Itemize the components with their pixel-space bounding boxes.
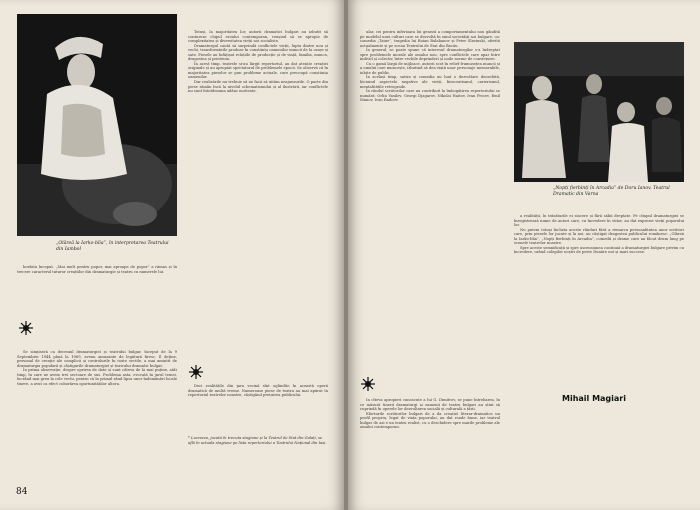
text-column-right (514, 214, 684, 389)
paragraph: În prima observație, despre oprirea de date și sunt câteva de la mai puține, atât timp, în care ne avem trei sectoare de sus. Problema asta, evocată în jurul temei, lucrând mai greu la cele vechi, pentru că în primul rând lipsa unor îndemânări locale tinere, a avut ca efect coborârea oportunităților altora. (17, 368, 177, 386)
stage-scene-figures (514, 42, 684, 182)
author-signature: Mihail Magiari (562, 394, 626, 403)
paragraph: Deci realitățile din ţara vecină sînt oglindite în această operă dramatică de multă vreme. Numeroase piese de teatru au mai apărut în repertoriul teatrelor noastre, câștigând prețuirea publicului. (188, 384, 328, 398)
footnote: * Lucrarea, jucată în trecuta stagiune și la Teatrul de Stat din Galați, se află în actuala stagiune pe lista repertoriului a Teatrului Național din Iași. (188, 436, 327, 445)
theatre-photo-right (514, 42, 684, 182)
stage-scene-figure (17, 14, 177, 236)
paragraph: Eforturile scriitorilor bulgari de a da creației literar-dramatice un profil propriu, legat de viața poporului, au dat roade bune, iar teatrul bulgar de azi e un teatru realist, cu o deschidere spre marile probleme ale omului contemporan. (360, 411, 500, 430)
paragraph: Totuși, la majoritatea lor, autorii dramatici bulgari au izbutit să contureze chipul eroului contemporan, reușind să se apropie de complexitatea și diversitatea vieții noi socialiste. (188, 30, 328, 44)
paragraph: Nu putem totuși încheia aceste rânduri fără a remarca personalitatea unor scriitori care, prin piesele lor jucate și la noi, au câștigat dragostea publicului românesc: „Olăreă la Iarko-bîia”, „Nopți fierbinți în Arcadia”, comedii și drame care au făcut drum lung pe scenele teatrelor noastre. (514, 227, 684, 246)
paragraph: Dar realizările nu trebuie să ne facă să uităm neajunsurile. O parte din piese rămân încă la nivelul schematismului și al ilustrării, iar conflictele nu sunt întotdeauna adânc motivate. (188, 80, 328, 94)
paragraph: În același timp, satira și comedia au luat o dezvoltare deosebită, biciuind aspectele negative ale vieții, birocratismul, carierismul, mentalitățile retrograde. (360, 75, 500, 89)
paragraph: Se simțiseră ca deceniul dramaturgiei și teatrului bulgar, început de la 9 Septembrie 1944 până la 1969, aveau amuzante de legătură firesc. Il deține, personal de creație ale complicii și controlurile în toate sectile, a mai amintit de dramaturgia populară și câștigurile dramaturgiei și teatrului dramatic bulgar. (17, 350, 177, 368)
photo-caption-right: „Nopți fierbinți în Arcadia” de Doru Ianov. Teatrul Dramatic din Varna (553, 186, 670, 197)
star-ornament-icon (18, 320, 34, 336)
paragraph: a realității, în trăsăturile ei sincere și fără săbii dreptate. Pe cîmpul dramaturgiei se înregistrează nume de autori care, cu încredere în viitor, au dat expresie vieții poporului lor. (514, 214, 684, 228)
paragraph: Cu o gamă largă de mijloace, autorii scot în relief frumusețea muncii și a omului care muncește, izbutind să dea viață unor personaje memorabile, iubite de public. (360, 61, 500, 75)
paragraph: În general, se poate spune că interesul dramaturgilor s-a îndreptat spre problemele morale ale omului nou, spre conflictele care apar între individ și colectiv, între vechile deprinderi și noile norme de conviețuire. (360, 48, 500, 62)
star-ornament-icon (360, 376, 376, 392)
paragraph: Dramaturgul caută să surprindă conflictele vieții, lupta dintre nou și vechi, transformările produse în conștiința oamenilor muncii de la orașe și sate. Piesele au înfățișat relațiile de producție și de viață, familia, munca, dragostea și prietenia. (188, 43, 328, 62)
paragraph: În cîteva apropieri cunoscute a lui G. Dimitrov, se pune întrebarea, în ce măsură tinerii dramaturgi și oamenii de teatru bulgari au știut să cuprindă în operele lor dezvoltarea socială și culturală a țării. (360, 398, 500, 412)
text-column-left-a (17, 265, 177, 325)
text-column-left-b (17, 350, 177, 470)
text-column-right (188, 30, 328, 360)
left-page (0, 0, 344, 510)
right-page (348, 0, 700, 510)
page-number: 84 (16, 487, 28, 497)
paragraph: ular, cei pentru inferioara lui geneză a comportamentului nou gândită pe modelul unei culturi care se dezvoltă în sinul societății noi bulgare, ca: comedia „Taine”, tragedia lui Boian Balabanov și Peter Slavinski, oferită actualmente și pe scena Teatrului de Stat din Bacău. (360, 30, 500, 48)
photo-caption-left: „Olăreă la Iarko-bîia”, în interpretarea Teatrului din Iambol (56, 241, 169, 252)
paragraph: Spre aceste semnificații și spre ascensiunea continuă a dramaturgiei bulgare privim cu încredere, urând colegilor noștri de peste Dunăre noi și mari succese. (514, 245, 684, 255)
star-ornament-icon (188, 364, 204, 380)
theatre-photo-left (17, 14, 177, 236)
text-column-left-b (360, 398, 500, 496)
paragraph: borâsta început. „Mai mult pentru popor, mai aproape de popor” a rămas și în trecere caracterul tuturor creațiilor din dramaturgie și teatru cu numerele lui. (17, 265, 177, 274)
paragraph: În rândul scriitorilor care au contribuit la îmbogățirea repertoriului se numără: Orlin Vasilev, Georgi Djagarov, Nikolai Haitov, Ivan Peicev, Emil Manov, Ivan Radoev. (360, 89, 500, 103)
paragraph: În acest timp, teatrele și-au lărgit repertoriul, au dat atenție creației originale și au apropiat spectatorul de problemele epocii. Se observă că în majoritatea pieselor se pun probleme actuale, care preocupă conștiința oamenilor. (188, 61, 328, 80)
text-column-right-b (188, 384, 328, 426)
text-column-left (360, 30, 500, 370)
